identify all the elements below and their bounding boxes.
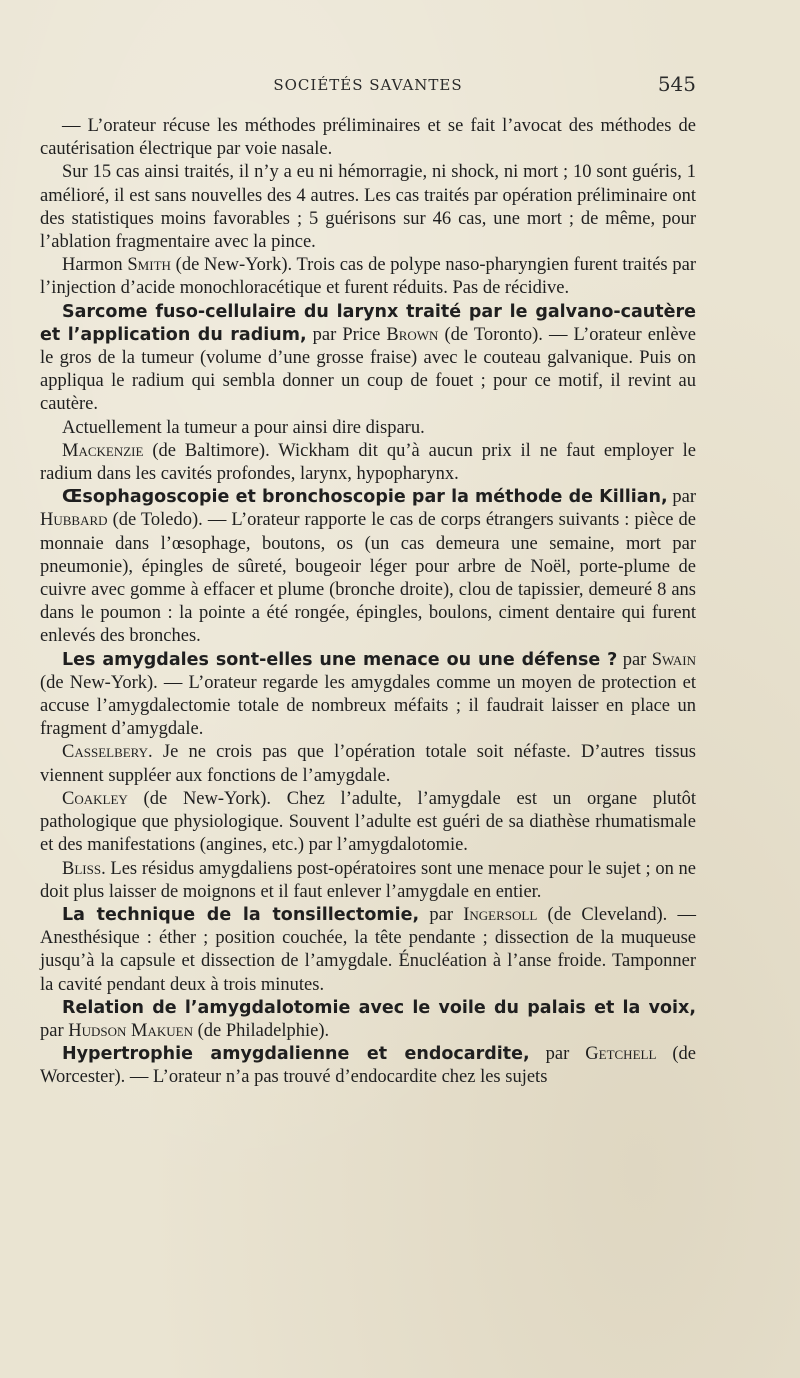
text-run: par (617, 649, 652, 670)
paragraph (40, 254, 696, 300)
author-name: Bliss (62, 858, 102, 879)
author-name: Coakley (62, 788, 128, 809)
text-run: (de Toledo). — L’orateur rapporte le cas de corps étrangers suivants : pièce de monnaie dans l’œsophage, boutons, os (un cas demeura une semaine, mort par pneumonie), épingles de sûreté, bougeoir léger pour arbre de Noël, porte-plume de cuivre avec gomme à effacer et plume (bronche droite), clou de tapissier, demeuré 8 ans dans le poumon : la pointe a été rongée, épingles, boulons, ciment dentaire qui furent enlevés des bronches. (40, 510, 696, 647)
author-name: Hubbard (40, 510, 108, 531)
entry-title: Œsophagoscopie et bronchoscopie par la méthode de Killian, (62, 487, 668, 508)
text-run: Sur 15 cas ainsi traités, il n’y a eu ni hémorragie, ni shock, ni mort ; 10 sont guéris, 1 amélioré, il est sans nouvelles des 4 autres. Les cas traités par opération préliminaire ont des statistiques moins favorables ; 5 guérisons sur 46 cas, une mort ; de même, pour l’ablation fragmentaire avec la pince. (40, 162, 696, 253)
text-run: (de New-York). — L’orateur regarde les amygdales comme un moyen de protection et accuse l’amygdalectomie totale de nombreux méfaits ; il faudrait laisser en place un fragment d’amygdale. (40, 672, 696, 740)
author-name: Hudson Makuen (68, 1020, 193, 1041)
paragraph (40, 858, 696, 904)
text-run: (de Toronto). — L’orateur enlève le gros de la tumeur (volume d’une grosse fraise) avec le couteau galvanique. Puis on appliqua le radium qui sembla donner un coup de fouet ; pour ce motif, il revint au cautère. (40, 324, 696, 415)
text-run: Actuellement la tumeur a pour ainsi dire disparu. (62, 417, 425, 438)
text-run: par Price (306, 324, 387, 345)
text-run: (de New-York). Chez l’adulte, l’amygdale est un organe plutôt pathologique que physiologique. Souvent l’adulte est guéri de sa diathèse rhumatismale et des manifestations (angines, etc.) par l’amygdalotomie. (40, 788, 696, 856)
text-run: par (667, 487, 696, 508)
entry-title: Sarcome fuso-cellulaire du larynx traité par le galvano-cautère et l’application du radium, (40, 301, 696, 345)
paragraph (40, 417, 696, 440)
text-run: (de Baltimore). Wickham dit qu’à aucun prix il ne faut employer le radium dans les cavités profondes, larynx, hypopharynx. (40, 440, 696, 485)
article-body (40, 115, 696, 1090)
author-name: Ingersoll (463, 904, 538, 925)
running-title: SOCIÉTÉS SAVANTES (273, 76, 463, 94)
text-run: par (40, 1020, 69, 1041)
paragraph (40, 788, 696, 858)
page-number: 545 (657, 72, 696, 96)
entry-title: Hypertrophie amygdalienne et endocardite, (62, 1044, 530, 1065)
paragraph (40, 997, 696, 1043)
author-name: Smith (127, 255, 171, 276)
text-run: (de New-York). Trois cas de polype naso-pharyngien furent traités par l’injection d’acide monochloracétique et furent réduits. Pas de récidive. (40, 255, 696, 299)
paragraph (40, 161, 696, 254)
text-run: . Je ne crois pas que l’opération totale soit néfaste. D’autres tissus viennent suppléer aux fonctions de l’amygdale. (40, 742, 696, 786)
paragraph (40, 301, 696, 417)
paragraph (40, 904, 696, 997)
page-header (40, 72, 696, 102)
paragraph (40, 486, 696, 648)
author-name: Swain (651, 649, 696, 670)
text-run: . Les résidus amygdaliens post-opératoires sont une menace pour le sujet ; on ne doit plus laisser de moignons et il faut enlever l’amygdale en entier. (40, 858, 696, 902)
text-run: (de Worcester). — L’orateur n’a pas trouvé d’endocardite chez les sujets (40, 1044, 697, 1088)
text-run: par (419, 904, 464, 925)
entry-title: Relation de l’amygdalotomie avec le voile du palais et la voix, (62, 997, 696, 1018)
entry-title: Les amygdales sont-elles une menace ou une défense ? (62, 649, 618, 670)
author-name: Getchell (585, 1044, 657, 1065)
paragraph (40, 440, 696, 486)
text-run: par (529, 1044, 586, 1065)
entry-title: La technique de la tonsillectomie, (62, 904, 420, 925)
paragraph (40, 649, 696, 742)
text-run: — L’orateur récuse les méthodes préliminaires et se fait l’avocat des méthodes de cautérisation électrique par voie nasale. (40, 116, 696, 160)
author-name: Brown (386, 324, 439, 345)
text-run: (de Philadelphie). (192, 1020, 330, 1041)
paragraph (40, 1043, 696, 1089)
text-run: Harmon (62, 255, 128, 276)
paragraph (40, 115, 696, 161)
paragraph (40, 741, 696, 787)
author-name: Casselbery (62, 742, 149, 763)
author-name: Mackenzie (62, 440, 144, 461)
text-run: (de Cleveland). — Anesthésique : éther ; position couchée, la tête pendante ; dissection de la muqueuse jusqu’à la capsule et dissection de l’amygdale. Énucléation à l’anse froide. Tamponner la cavité pendant deux à trois minutes. (40, 904, 696, 995)
